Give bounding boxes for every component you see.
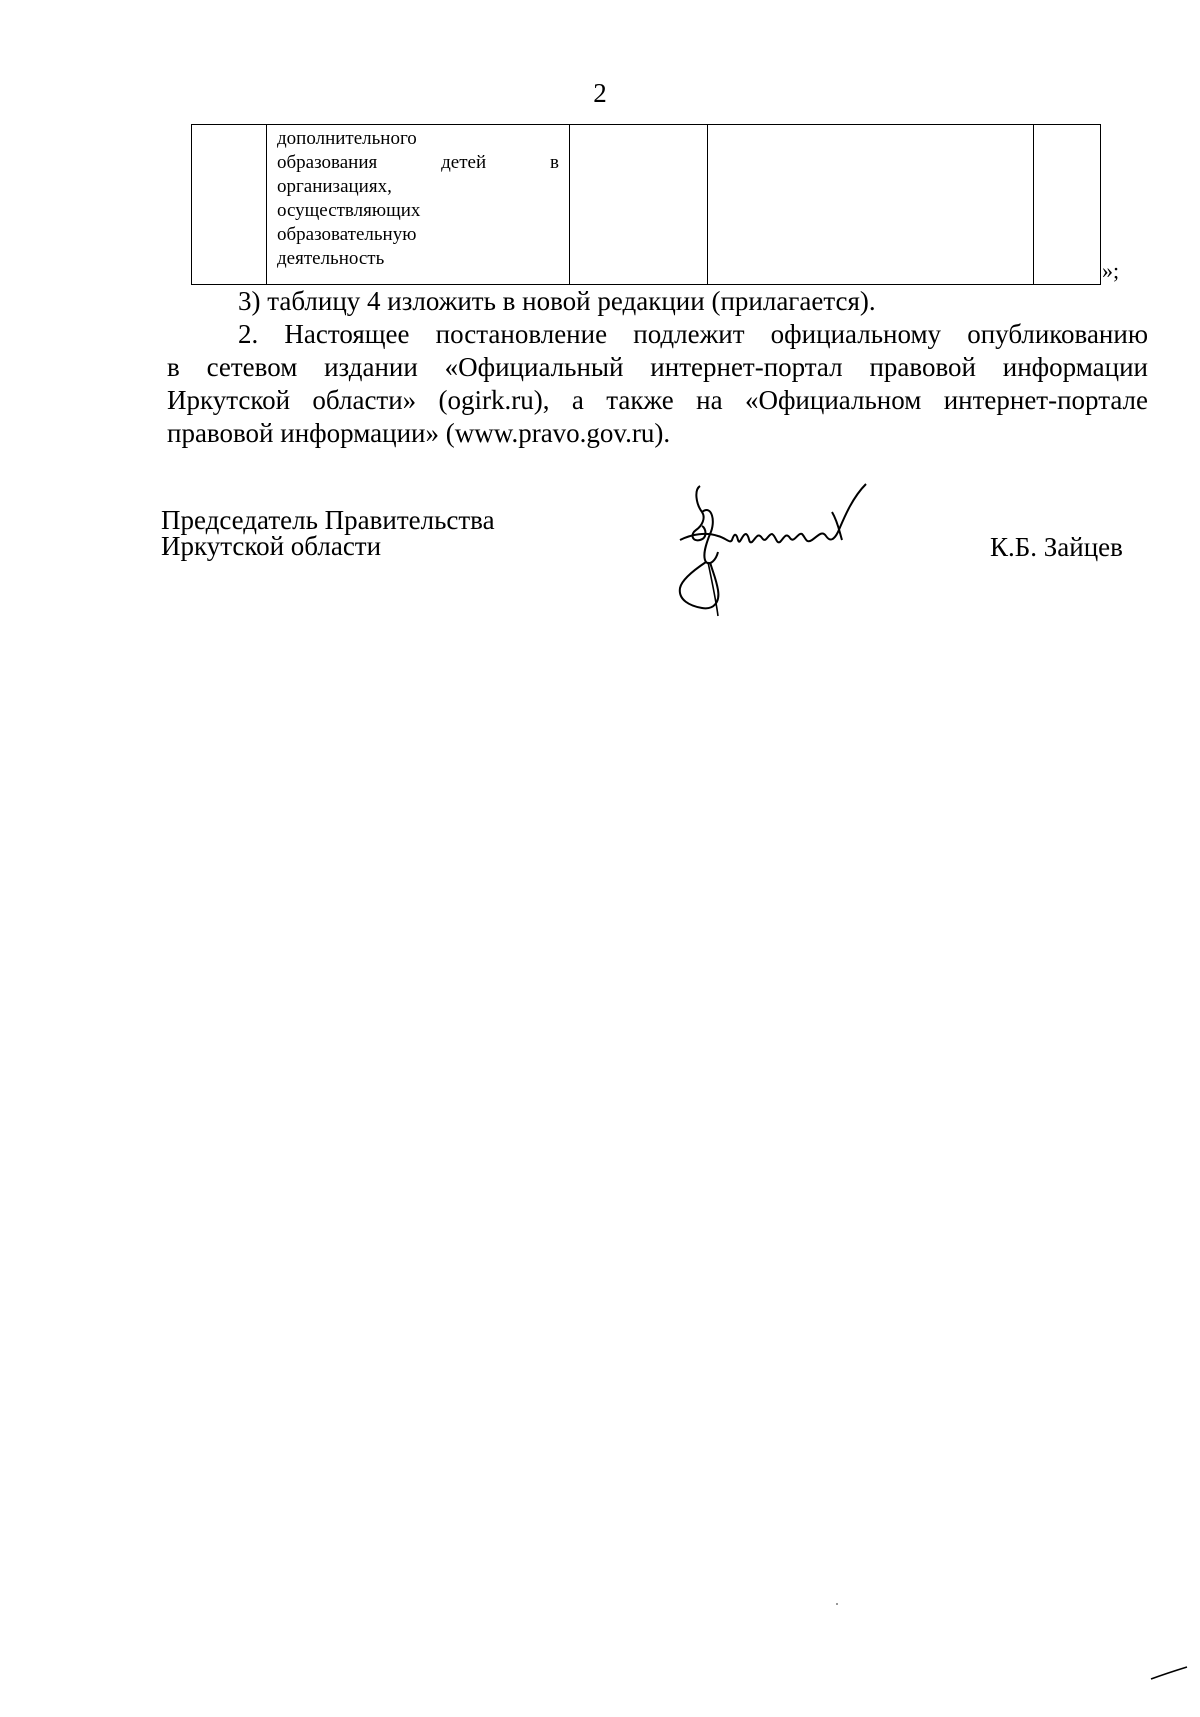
cell-line: образования детей в [277,152,559,173]
continuation-table [191,124,1101,285]
cell-line: дополнительного [277,128,417,149]
scan-speck [836,1603,838,1605]
page-number: 2 [593,78,607,108]
paragraph-line: Иркутской области» (ogirk.ru), а также на «Официальном интернет-портале [167,385,1148,415]
table-cell-empty [708,125,1034,285]
signer-name: К.Б. Зайцев [990,532,1123,562]
table-cell-description [267,125,570,285]
cell-line: деятельность [277,248,385,269]
table-cell-number [192,125,267,285]
paragraph-line: в сетевом издании «Официальный интернет-портал правовой информации [167,352,1148,382]
pen-mark [1150,1665,1188,1681]
signatory-title-line: Иркутской области [161,531,382,561]
paragraph-line: 2. Настоящее постановление подлежит официальному опубликованию [238,319,1148,349]
table-cell-empty [570,125,708,285]
paragraph-item-2 [167,318,1148,450]
paragraph-item-3 [167,285,1148,318]
handwritten-signature [672,482,912,622]
paragraph-line: правовой информации» (www.pravo.gov.ru). [167,418,671,448]
paragraph-text: 3) таблицу 4 изложить в новой редакции (прилагается). [238,286,876,316]
cell-line: осуществляющих [277,200,421,221]
signatory-title [161,507,495,559]
closing-quote-mark: »; [1102,258,1120,283]
cell-line: образовательную [277,224,417,245]
cell-line: организациях, [277,176,392,197]
table-cell-empty [1034,125,1101,285]
signatory-title-line: Председатель Правительства [161,505,495,535]
table-row [192,125,1101,285]
